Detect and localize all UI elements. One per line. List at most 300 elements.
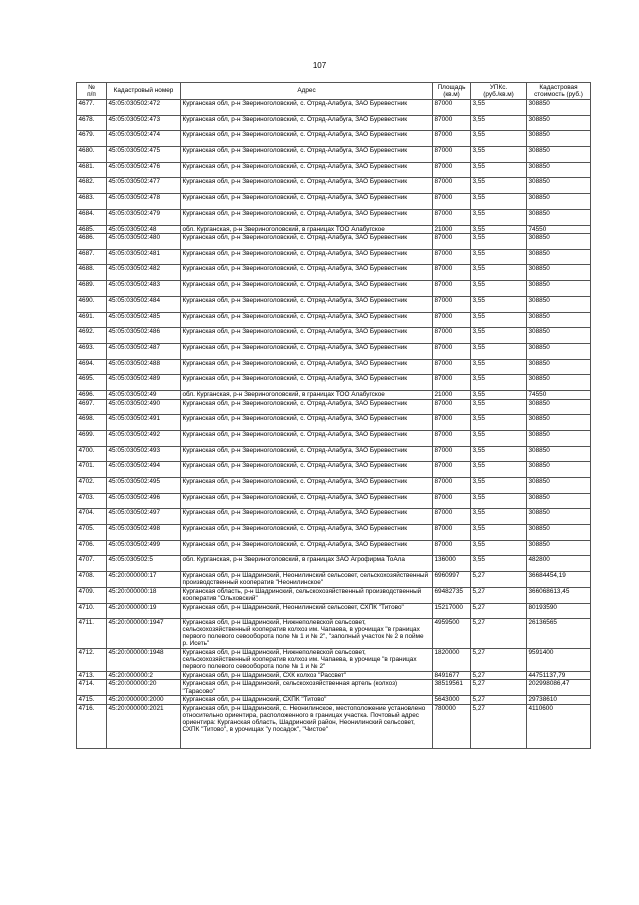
address-cell: Курганская обл, р-н Звериноголовский, с. Отряд-Алабуга, ЗАО Буревестник [181, 162, 433, 178]
cadastral-number-cell: 45:05:030502:476 [107, 162, 181, 178]
upks-cell: 3,55 [471, 462, 527, 478]
row-number-cell: 4706. [77, 540, 107, 556]
cadastral-number-cell: 45:20:000000:2000 [107, 696, 181, 705]
area-cell: 87000 [433, 462, 471, 478]
address-cell: Курганская обл, р-н Звериноголовский, с. Отряд-Алабуга, ЗАО Буревестник [181, 525, 433, 541]
area-cell: 87000 [433, 312, 471, 328]
cadastral-number-cell: 45:20:000000:2 [107, 671, 181, 680]
cadastral-number-cell: 45:05:030502:479 [107, 209, 181, 225]
cadastral-number-cell: 45:05:030502:489 [107, 375, 181, 391]
header-area [433, 83, 471, 100]
row-number-cell: 4681. [77, 162, 107, 178]
address-cell: Курганская обл, р-н Звериноголовский, с. Отряд-Алабуга, ЗАО Буревестник [181, 209, 433, 225]
area-cell: 21000 [433, 225, 471, 234]
area-cell: 780000 [433, 704, 471, 749]
area-cell: 69482735 [433, 587, 471, 603]
row-number-cell: 4701. [77, 462, 107, 478]
area-cell: 87000 [433, 296, 471, 312]
table-row [77, 680, 591, 696]
cadastral-number-cell: 45:05:030502:498 [107, 525, 181, 541]
upks-cell: 5,27 [471, 619, 527, 649]
table-row [77, 147, 591, 163]
upks-cell: 3,55 [471, 375, 527, 391]
area-cell: 87000 [433, 328, 471, 344]
table-header [77, 83, 591, 100]
table-row [77, 603, 591, 619]
upks-cell: 5,27 [471, 696, 527, 705]
upks-cell: 3,55 [471, 430, 527, 446]
address-cell: Курганская обл, р-н Звериноголовский, с. Отряд-Алабуга, ЗАО Буревестник [181, 115, 433, 131]
cadastral-cost-cell: 308850 [527, 131, 591, 147]
table-row [77, 100, 591, 116]
cadastral-number-cell: 45:05:030502:494 [107, 462, 181, 478]
upks-cell: 3,55 [471, 525, 527, 541]
table-row [77, 619, 591, 649]
cadastral-cost-cell: 202998086,47 [527, 680, 591, 696]
cadastral-cost-cell: 308850 [527, 147, 591, 163]
row-number-cell: 4685. [77, 225, 107, 234]
cadastral-number-cell: 45:05:030502:495 [107, 478, 181, 494]
table-row [77, 478, 591, 494]
table-row [77, 281, 591, 297]
cadastral-number-cell: 45:05:030502:475 [107, 147, 181, 163]
header-text: стоимость (руб.) [534, 91, 583, 98]
header-upks [471, 83, 527, 100]
table-row [77, 540, 591, 556]
address-cell: обл. Курганская, р-н Звериноголовский, в границах ЗАО Агрофирма ТоАла [181, 556, 433, 572]
address-cell: Курганская обл, р-н Шадринский, сельскохозяйственная артель (колхоз) "Тарасово" [181, 680, 433, 696]
table-row [77, 162, 591, 178]
page-number: 107 [312, 61, 327, 70]
table-row [77, 359, 591, 375]
address-cell: обл. Курганская, р-н Звериноголовский, в границах ТОО Алабугское [181, 390, 433, 399]
cadastral-cost-cell: 308850 [527, 296, 591, 312]
upks-cell: 3,55 [471, 509, 527, 525]
cadastral-cost-cell: 308850 [527, 281, 591, 297]
upks-cell: 3,55 [471, 343, 527, 359]
cadastral-number-cell: 45:05:030502:492 [107, 430, 181, 446]
header-text: Кадастровый номер [113, 87, 174, 95]
upks-cell: 3,55 [471, 265, 527, 281]
row-number-cell: 4690. [77, 296, 107, 312]
cadastral-cost-cell: 29738610 [527, 696, 591, 705]
table-row [77, 556, 591, 572]
table-row [77, 131, 591, 147]
cadastral-cost-cell: 308850 [527, 178, 591, 194]
table-row [77, 587, 591, 603]
address-cell: Курганская обл, р-н Шадринский, с. Неонилинское, местоположение установлено относительно ориентира, расположенного в границах участка. Почтовый адрес ориентира: Курганская область, Шадринский район, Неонилинский сельсовет, СХПК "Титово", в урочищах "у посадок", "Чистое" [181, 704, 433, 749]
cadastral-cost-cell: 74550 [527, 390, 591, 399]
upks-cell: 5,27 [471, 680, 527, 696]
address-cell: Курганская обл, р-н Звериноголовский, с. Отряд-Алабуга, ЗАО Буревестник [181, 100, 433, 116]
row-number-cell: 4715. [77, 696, 107, 705]
area-cell: 87000 [433, 162, 471, 178]
address-cell: Курганская обл, р-н Звериноголовский, с. Отряд-Алабуга, ЗАО Буревестник [181, 493, 433, 509]
area-cell: 87000 [433, 147, 471, 163]
area-cell: 87000 [433, 375, 471, 391]
area-cell: 87000 [433, 509, 471, 525]
row-number-cell: 4698. [77, 415, 107, 431]
cadastral-number-cell: 45:05:030502:477 [107, 178, 181, 194]
cadastral-cost-cell: 308850 [527, 375, 591, 391]
address-cell: Курганская обл, р-н Звериноголовский, с. Отряд-Алабуга, ЗАО Буревестник [181, 509, 433, 525]
row-number-cell: 4714. [77, 680, 107, 696]
address-cell: Курганская обл, р-н Звериноголовский, с. Отряд-Алабуга, ЗАО Буревестник [181, 281, 433, 297]
row-number-cell: 4697. [77, 399, 107, 415]
cadastral-cost-cell: 308850 [527, 446, 591, 462]
address-cell: Курганская обл, р-н Шадринский, Неонилинский сельсовет, сельскохозяйственный производственный кооператив "Неонилинское" [181, 572, 433, 588]
upks-cell: 3,55 [471, 399, 527, 415]
cadastral-number-cell: 45:20:000000:17 [107, 572, 181, 588]
cadastral-cost-cell: 308850 [527, 234, 591, 250]
address-cell: Курганская обл, р-н Звериноголовский, с. Отряд-Алабуга, ЗАО Буревестник [181, 265, 433, 281]
table-row [77, 234, 591, 250]
cadastral-number-cell: 45:20:000000:19 [107, 603, 181, 619]
cadastral-cost-cell: 9591400 [527, 649, 591, 672]
cadastral-cost-cell: 308850 [527, 478, 591, 494]
address-cell: Курганская обл, р-н Звериноголовский, с. Отряд-Алабуга, ЗАО Буревестник [181, 131, 433, 147]
cadastral-number-cell: 45:05:030502:484 [107, 296, 181, 312]
cadastral-table [76, 82, 591, 749]
row-number-cell: 4705. [77, 525, 107, 541]
cadastral-number-cell: 45:20:000000:20 [107, 680, 181, 696]
area-cell: 87000 [433, 525, 471, 541]
upks-cell: 3,55 [471, 162, 527, 178]
address-cell: Курганская обл, р-н Звериноголовский, с. Отряд-Алабуга, ЗАО Буревестник [181, 328, 433, 344]
cadastral-number-cell: 45:20:000000:18 [107, 587, 181, 603]
area-cell: 5643000 [433, 696, 471, 705]
cadastral-number-cell: 45:05:030502:480 [107, 234, 181, 250]
area-cell: 87000 [433, 178, 471, 194]
area-cell: 87000 [433, 343, 471, 359]
cadastral-number-cell: 45:05:030502:499 [107, 540, 181, 556]
upks-cell: 3,55 [471, 178, 527, 194]
upks-cell: 3,55 [471, 115, 527, 131]
cadastral-number-cell: 45:05:030502:478 [107, 194, 181, 210]
table-body [77, 100, 591, 749]
upks-cell: 3,55 [471, 415, 527, 431]
row-number-cell: 4691. [77, 312, 107, 328]
row-number-cell: 4699. [77, 430, 107, 446]
table-row [77, 525, 591, 541]
cadastral-cost-cell: 44751137,79 [527, 671, 591, 680]
cadastral-cost-cell: 308850 [527, 249, 591, 265]
row-number-cell: 4678. [77, 115, 107, 131]
table-row [77, 312, 591, 328]
cadastral-number-cell: 45:20:000000:1947 [107, 619, 181, 649]
table-row [77, 209, 591, 225]
row-number-cell: 4688. [77, 265, 107, 281]
address-cell: Курганская обл, р-н Звериноголовский, с. Отряд-Алабуга, ЗАО Буревестник [181, 478, 433, 494]
cadastral-number-cell: 45:05:030502:5 [107, 556, 181, 572]
address-cell: Курганская обл, р-н Звериноголовский, с. Отряд-Алабуга, ЗАО Буревестник [181, 415, 433, 431]
address-cell: Курганская обл, р-н Звериноголовский, с. Отряд-Алабуга, ЗАО Буревестник [181, 147, 433, 163]
upks-cell: 3,55 [471, 390, 527, 399]
cadastral-cost-cell: 308850 [527, 525, 591, 541]
cadastral-cost-cell: 4110600 [527, 704, 591, 749]
row-number-cell: 4710. [77, 603, 107, 619]
address-cell: Курганская обл, р-н Звериноголовский, с. Отряд-Алабуга, ЗАО Буревестник [181, 462, 433, 478]
table-row [77, 649, 591, 672]
upks-cell: 3,55 [471, 225, 527, 234]
area-cell: 87000 [433, 209, 471, 225]
header-text: № [88, 83, 95, 91]
area-cell: 38519561 [433, 680, 471, 696]
table-row [77, 249, 591, 265]
upks-cell: 3,55 [471, 131, 527, 147]
address-cell: Курганская обл, р-н Шадринский, СХК колхоз "Рассвет" [181, 671, 433, 680]
upks-cell: 3,55 [471, 147, 527, 163]
cadastral-cost-cell: 308850 [527, 209, 591, 225]
cadastral-cost-cell: 308850 [527, 493, 591, 509]
cadastral-number-cell: 45:05:030502:486 [107, 328, 181, 344]
upks-cell: 3,55 [471, 100, 527, 116]
row-number-cell: 4702. [77, 478, 107, 494]
cadastral-number-cell: 45:05:030502:490 [107, 399, 181, 415]
cadastral-cost-cell: 80193590 [527, 603, 591, 619]
row-number-cell: 4696. [77, 390, 107, 399]
table-row [77, 696, 591, 705]
table-row [77, 415, 591, 431]
cadastral-cost-cell: 308850 [527, 312, 591, 328]
cadastral-cost-cell: 308850 [527, 100, 591, 116]
table-row [77, 178, 591, 194]
upks-cell: 3,55 [471, 281, 527, 297]
row-number-cell: 4693. [77, 343, 107, 359]
cadastral-cost-cell: 308850 [527, 430, 591, 446]
address-cell: Курганская обл, р-н Звериноголовский, с. Отряд-Алабуга, ЗАО Буревестник [181, 446, 433, 462]
upks-cell: 3,55 [471, 249, 527, 265]
cadastral-number-cell: 45:20:000000:1948 [107, 649, 181, 672]
table-row [77, 430, 591, 446]
cadastral-number-cell: 45:05:030502:488 [107, 359, 181, 375]
address-cell: Курганская обл, р-н Звериноголовский, с. Отряд-Алабуга, ЗАО Буревестник [181, 540, 433, 556]
cadastral-cost-cell: 482800 [527, 556, 591, 572]
table-row [77, 194, 591, 210]
upks-cell: 5,27 [471, 572, 527, 588]
row-number-cell: 4716. [77, 704, 107, 749]
cadastral-cost-cell: 308850 [527, 359, 591, 375]
upks-cell: 3,55 [471, 556, 527, 572]
upks-cell: 3,55 [471, 359, 527, 375]
row-number-cell: 4712. [77, 649, 107, 672]
table-row [77, 343, 591, 359]
address-cell: Курганская обл, р-н Звериноголовский, с. Отряд-Алабуга, ЗАО Буревестник [181, 430, 433, 446]
table-row [77, 399, 591, 415]
row-number-cell: 4689. [77, 281, 107, 297]
address-cell: Курганская обл, р-н Звериноголовский, с. Отряд-Алабуга, ЗАО Буревестник [181, 359, 433, 375]
header-text: (кв.м) [443, 91, 460, 98]
cadastral-cost-cell: 308850 [527, 540, 591, 556]
cadastral-number-cell: 45:05:030502:496 [107, 493, 181, 509]
row-number-cell: 4684. [77, 209, 107, 225]
address-cell: Курганская обл, р-н Звериноголовский, с. Отряд-Алабуга, ЗАО Буревестник [181, 194, 433, 210]
header-cadastral-cost [527, 83, 591, 100]
upks-cell: 5,27 [471, 603, 527, 619]
cadastral-cost-cell: 308850 [527, 328, 591, 344]
address-cell: Курганская обл, р-н Звериноголовский, с. Отряд-Алабуга, ЗАО Буревестник [181, 296, 433, 312]
address-cell: Курганская обл, р-н Звериноголовский, с. Отряд-Алабуга, ЗАО Буревестник [181, 234, 433, 250]
area-cell: 87000 [433, 493, 471, 509]
row-number-cell: 4703. [77, 493, 107, 509]
cadastral-number-cell: 45:20:000000:2021 [107, 704, 181, 749]
header-text: Кадастровая [539, 83, 578, 91]
area-cell: 87000 [433, 540, 471, 556]
upks-cell: 3,55 [471, 234, 527, 250]
cadastral-number-cell: 45:05:030502:487 [107, 343, 181, 359]
row-number-cell: 4680. [77, 147, 107, 163]
cadastral-cost-cell: 74550 [527, 225, 591, 234]
table-row [77, 328, 591, 344]
cadastral-cost-cell: 26136565 [527, 619, 591, 649]
header-text: Площадь [437, 83, 466, 91]
row-number-cell: 4711. [77, 619, 107, 649]
area-cell: 15217000 [433, 603, 471, 619]
address-cell: Курганская обл, р-н Шадринский, СХПК "Титово" [181, 696, 433, 705]
cadastral-cost-cell: 308850 [527, 115, 591, 131]
upks-cell: 3,55 [471, 540, 527, 556]
row-number-cell: 4687. [77, 249, 107, 265]
upks-cell: 5,27 [471, 671, 527, 680]
upks-cell: 3,55 [471, 312, 527, 328]
cadastral-number-cell: 45:05:030502:474 [107, 131, 181, 147]
cadastral-cost-cell: 308850 [527, 162, 591, 178]
header-cadastral-number [107, 83, 181, 100]
address-cell: Курганская обл, р-н Звериноголовский, с. Отряд-Алабуга, ЗАО Буревестник [181, 178, 433, 194]
table-row [77, 704, 591, 749]
cadastral-cost-cell: 36684454,19 [527, 572, 591, 588]
cadastral-cost-cell: 308850 [527, 343, 591, 359]
address-cell: Курганская область, р-н Шадринский, сельскохозяйственный производственный кооператив "Ольховский" [181, 587, 433, 603]
row-number-cell: 4692. [77, 328, 107, 344]
area-cell: 87000 [433, 446, 471, 462]
table-row [77, 375, 591, 391]
area-cell: 87000 [433, 415, 471, 431]
address-cell: Курганская обл, р-н Шадринский, Неонилинский сельсовет, СХПК "Титово" [181, 603, 433, 619]
area-cell: 87000 [433, 234, 471, 250]
upks-cell: 3,55 [471, 446, 527, 462]
area-cell: 87000 [433, 430, 471, 446]
cadastral-cost-cell: 308850 [527, 265, 591, 281]
area-cell: 87000 [433, 100, 471, 116]
cadastral-cost-cell: 366068613,45 [527, 587, 591, 603]
header-text: п/п [87, 91, 96, 98]
table-row [77, 509, 591, 525]
upks-cell: 3,55 [471, 328, 527, 344]
area-cell: 1820000 [433, 649, 471, 672]
row-number-cell: 4707. [77, 556, 107, 572]
upks-cell: 3,55 [471, 194, 527, 210]
cadastral-number-cell: 45:05:030502:473 [107, 115, 181, 131]
row-number-cell: 4704. [77, 509, 107, 525]
header-number [77, 83, 107, 100]
table-row [77, 493, 591, 509]
header-text: (руб./кв.м) [483, 91, 514, 98]
address-cell: Курганская обл, р-н Звериноголовский, с. Отряд-Алабуга, ЗАО Буревестник [181, 343, 433, 359]
address-cell: Курганская обл, р-н Звериноголовский, с. Отряд-Алабуга, ЗАО Буревестник [181, 375, 433, 391]
table-row [77, 446, 591, 462]
row-number-cell: 4682. [77, 178, 107, 194]
row-number-cell: 4695. [77, 375, 107, 391]
cadastral-cost-cell: 308850 [527, 194, 591, 210]
area-cell: 87000 [433, 194, 471, 210]
upks-cell: 5,27 [471, 704, 527, 749]
cadastral-number-cell: 45:05:030502:49 [107, 390, 181, 399]
cadastral-cost-cell: 308850 [527, 462, 591, 478]
area-cell: 136000 [433, 556, 471, 572]
area-cell: 87000 [433, 478, 471, 494]
cadastral-number-cell: 45:05:030502:485 [107, 312, 181, 328]
area-cell: 6960997 [433, 572, 471, 588]
area-cell: 87000 [433, 265, 471, 281]
cadastral-number-cell: 45:05:030502:481 [107, 249, 181, 265]
address-cell: обл. Курганская, р-н Звериноголовский, в границах ТОО Алабугское [181, 225, 433, 234]
area-cell: 8491677 [433, 671, 471, 680]
cadastral-number-cell: 45:05:030502:472 [107, 100, 181, 116]
area-cell: 87000 [433, 399, 471, 415]
area-cell: 87000 [433, 281, 471, 297]
cadastral-number-cell: 45:05:030502:497 [107, 509, 181, 525]
cadastral-number-cell: 45:05:030502:483 [107, 281, 181, 297]
area-cell: 87000 [433, 115, 471, 131]
row-number-cell: 4679. [77, 131, 107, 147]
upks-cell: 3,55 [471, 493, 527, 509]
address-cell: Курганская обл, р-н Звериноголовский, с. Отряд-Алабуга, ЗАО Буревестник [181, 312, 433, 328]
table-row [77, 572, 591, 588]
row-number-cell: 4677. [77, 100, 107, 116]
table-row [77, 671, 591, 680]
row-number-cell: 4683. [77, 194, 107, 210]
table-row [77, 296, 591, 312]
upks-cell: 5,27 [471, 649, 527, 672]
area-cell: 87000 [433, 131, 471, 147]
area-cell: 87000 [433, 359, 471, 375]
table-row [77, 225, 591, 234]
table-row [77, 115, 591, 131]
row-number-cell: 4708. [77, 572, 107, 588]
header-text: Адрес [297, 87, 316, 95]
address-cell: Курганская обл, р-н Шадринский, Нижнеполевской сельсовет, сельскохозяйственный кооператив колхоз им. Чапаева, в урочищах "в границах первого полевого севооборота поле № 1 и № 2", "заполный участок № 2 в пойме р. Исеть" [181, 619, 433, 649]
area-cell: 87000 [433, 249, 471, 265]
cadastral-cost-cell: 308850 [527, 509, 591, 525]
area-cell: 4959500 [433, 619, 471, 649]
table-row [77, 265, 591, 281]
cadastral-cost-cell: 308850 [527, 399, 591, 415]
cadastral-number-cell: 45:05:030502:482 [107, 265, 181, 281]
cadastral-cost-cell: 308850 [527, 415, 591, 431]
address-cell: Курганская обл, р-н Шадринский, Нижнеполевской сельсовет, сельскохозяйственный кооператив колхоз им. Чапаева, в урочище "в границах первого полевого севооборота поле № 1 и № 2" [181, 649, 433, 672]
row-number-cell: 4709. [77, 587, 107, 603]
row-number-cell: 4700. [77, 446, 107, 462]
upks-cell: 3,55 [471, 209, 527, 225]
upks-cell: 5,27 [471, 587, 527, 603]
upks-cell: 3,55 [471, 296, 527, 312]
address-cell: Курганская обл, р-н Звериноголовский, с. Отряд-Алабуга, ЗАО Буревестник [181, 249, 433, 265]
cadastral-number-cell: 45:05:030502:493 [107, 446, 181, 462]
upks-cell: 3,55 [471, 478, 527, 494]
header-text: УПКс. [489, 83, 508, 91]
header-address [181, 83, 433, 100]
row-number-cell: 4713. [77, 671, 107, 680]
row-number-cell: 4686. [77, 234, 107, 250]
cadastral-number-cell: 45:05:030502:48 [107, 225, 181, 234]
table-row [77, 390, 591, 399]
table-row [77, 462, 591, 478]
cadastral-number-cell: 45:05:030502:491 [107, 415, 181, 431]
row-number-cell: 4694. [77, 359, 107, 375]
address-cell: Курганская обл, р-н Звериноголовский, с. Отряд-Алабуга, ЗАО Буревестник [181, 399, 433, 415]
area-cell: 21000 [433, 390, 471, 399]
